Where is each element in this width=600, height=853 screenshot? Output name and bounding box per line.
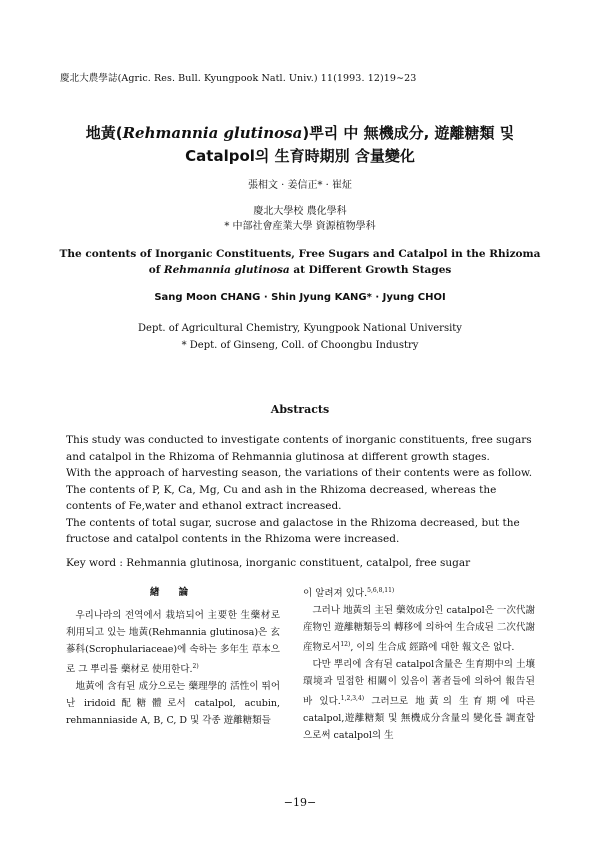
abstract-heading: Abstracts (270, 403, 330, 416)
korean-authors: 張相文 · 姜信正* · 崔炡 (247, 180, 353, 191)
right-column (303, 582, 535, 744)
english-authors: Sang Moon CHANG · Shin Jyung KANG* · Jyung CHOI (154, 292, 446, 303)
keywords: Key word : Rehmannia glutinosa, inorganic constituent, catalpol, free sugar (66, 557, 471, 569)
right-p2-ref: 1,2,3,4) (340, 695, 365, 703)
right-p0 (303, 582, 535, 602)
english-affiliation-1: Dept. of Agricultural Chemistry, Kyungpook National University (138, 323, 462, 334)
korean-affiliation-1: 慶北大學校 農化學科 (253, 206, 347, 217)
etitle-post: at Different Growth Stages (289, 264, 452, 276)
introduction-heading: 緖 論 (149, 587, 197, 598)
journal-citation: 慶北大農學誌(Agric. Res. Bull. Kyungpook Natl. Univ.) 11(1993. 12)19∼23 (60, 73, 417, 84)
intro-p1 (66, 607, 280, 678)
right-p0-text: 이 알려져 있다. (303, 588, 368, 600)
right-p2 (303, 656, 535, 744)
abstract-p4: The contents of total sugar, sucrose and galactose in the Rhizoma decreased, but the fructose and catalpol contents in the Rhizoma were increased. (66, 516, 520, 545)
title-latin: Rehmannia glutinosa (122, 124, 303, 142)
right-p1-ref: 12) (340, 641, 351, 649)
intro-p2: 地黃에 含有된 成分으로는 藥理學的 活性이 뛰어난 iridoid配糖體로서 catalpol, acubin, rehmanniaside A, B, C, D 및 각종 遊離糖類들 (66, 681, 280, 727)
abstract-p2: With the approach of harvesting season, the variations of their contents were as follow. (66, 467, 533, 479)
abstract-body (66, 432, 536, 548)
english-title-line2 (0, 264, 600, 276)
title-part1: 地黃( (85, 124, 123, 142)
english-title-line1: The contents of Inorganic Constituents, Free Sugars and Catalpol in the Rhizoma (59, 248, 541, 260)
intro-p1-text: 우리나라의 전역에서 栽培되어 主要한 生藥材로 利用되고 있는 地黃(Rehmannia glutinosa)은 玄蔘科(Scrophulariaceae)에 속하는 多年生 草本으로 그 뿌리를 藥材로 使用한다. (66, 610, 280, 676)
etitle-latin: Rehmannia glutinosa (163, 264, 290, 276)
abstract-p1: This study was conducted to investigate contents of inorganic constituents, free sugars and catalpol in the Rhizoma of Rehmannia glutinosa at different growth stages. (66, 434, 532, 463)
right-p2-text: 다만 뿌리에 含有된 catalpol含量은 生育期中의 土壤環境과 밀접한 相關이 있음이 著者들에 의하여 報告된 바 있다. (303, 659, 535, 708)
abstract-p3: The contents of P, K, Ca, Mg, Cu and ash in the Rhizoma decreased, whereas the contents of Fe,water and ethanol extract increased. (66, 483, 497, 512)
right-p1-text: 그러나 地黃의 主된 藥效成分인 catalpol은 一次代謝産物인 遊離糖類등의 轉移에 의하여 生合成된 二次代謝産物로서 (303, 605, 535, 654)
right-p1 (303, 602, 535, 656)
right-p2-end: 그러므로 地黃의 生育期에 따른 catalpol,遊離糖類 및 無機成分含量의 變化를 調査함으로써 catalpol의 生 (303, 696, 535, 742)
right-p1-end: , 이의 生合成 經路에 대한 報文은 없다. (350, 642, 515, 654)
intro-p1-ref: 2) (192, 663, 199, 670)
title-part2: )뿌리 中 無機成分, 遊離糖類 및 (302, 124, 515, 142)
korean-title-line1 (0, 122, 600, 143)
page-number: −19− (283, 796, 317, 809)
etitle-pre: of (148, 264, 164, 276)
right-p0-ref: 5,6,8,11) (367, 587, 395, 594)
left-column (66, 584, 280, 729)
korean-affiliation-2: * 中部社會産業大學 資源植物學科 (224, 221, 376, 232)
english-affiliation-2: * Dept. of Ginseng, Coll. of Choongbu Industry (181, 340, 419, 351)
korean-title-line2: Catalpol의 生育時期別 含量變化 (185, 147, 415, 165)
